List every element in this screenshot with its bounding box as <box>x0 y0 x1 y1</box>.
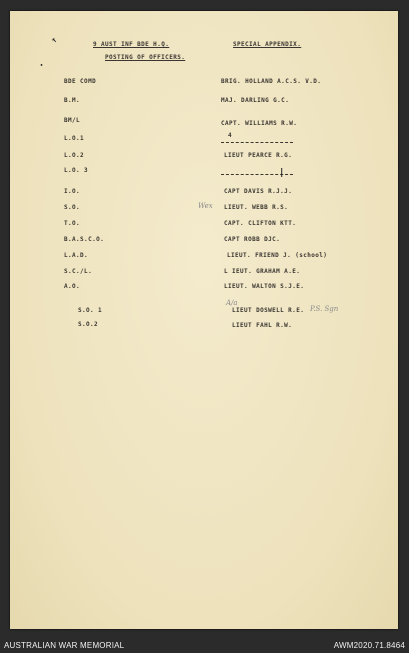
officer-name: 4 <box>228 132 233 139</box>
officer-name: LIEUT. FRIEND J. (school) <box>227 252 328 259</box>
arrow-mark-icon: ↖ <box>52 35 57 44</box>
header-subject: POSTING OF OFFICERS. <box>105 54 186 61</box>
blank-dash-line <box>221 142 293 143</box>
role-label: I.O. <box>64 188 81 195</box>
role-label: B.M. <box>64 97 81 104</box>
header-appendix: SPECIAL APPENDIX. <box>233 41 302 48</box>
punch-dot-icon: • <box>40 63 44 69</box>
handwritten-note: P.S. Sgn <box>310 305 339 313</box>
officer-name: CAPT ROBB DJC. <box>224 236 281 243</box>
tick-mark-icon: | <box>279 168 285 178</box>
role-label: L.A.D. <box>64 252 89 259</box>
role-label: L.O. 3 <box>64 167 89 174</box>
footer-institution: AUSTRALIAN WAR MEMORIAL <box>4 641 125 650</box>
officer-name: LIEUT PEARCE R.G. <box>224 152 293 159</box>
header-unit: 9 AUST INF BDE H.Q. <box>93 41 170 48</box>
role-label: T.O. <box>64 220 81 227</box>
officer-name: LIEUT DOSWELL R.E. <box>232 307 305 314</box>
officer-name: LIEUT FAHL R.W. <box>232 322 293 329</box>
role-label: A.O. <box>64 283 81 290</box>
officer-name: LIEUT. WALTON S.J.E. <box>224 283 305 290</box>
officer-name: CAPT DAVIS R.J.J. <box>224 188 293 195</box>
officer-name: L IEUT. GRAHAM A.E. <box>224 268 301 275</box>
role-label: B.A.S.C.O. <box>64 236 105 243</box>
role-label: S.O. <box>64 204 81 211</box>
officer-name: CAPT. WILLIAMS R.W. <box>221 120 298 127</box>
handwritten-note: Wex <box>198 202 213 210</box>
document-page <box>10 11 398 629</box>
role-label: S.O.2 <box>78 321 99 328</box>
role-label: BM/L <box>64 117 81 124</box>
role-label: L.O.2 <box>64 152 85 159</box>
role-label: L.O.1 <box>64 135 85 142</box>
officer-name: MAJ. DARLING G.C. <box>221 97 290 104</box>
role-label: BDE COMD <box>64 78 97 85</box>
officer-name: LIEUT. WEBB R.S. <box>224 204 289 211</box>
role-label: S.O. 1 <box>78 307 103 314</box>
footer-accession: AWM2020.71.8464 <box>333 641 405 650</box>
officer-name: CAPT. CLIFTON KTT. <box>224 220 297 227</box>
officer-name: BRIG. HOLLAND A.C.S. V.D. <box>221 78 322 85</box>
handwritten-note: A/a <box>226 299 238 307</box>
role-label: S.C./L. <box>64 268 93 275</box>
